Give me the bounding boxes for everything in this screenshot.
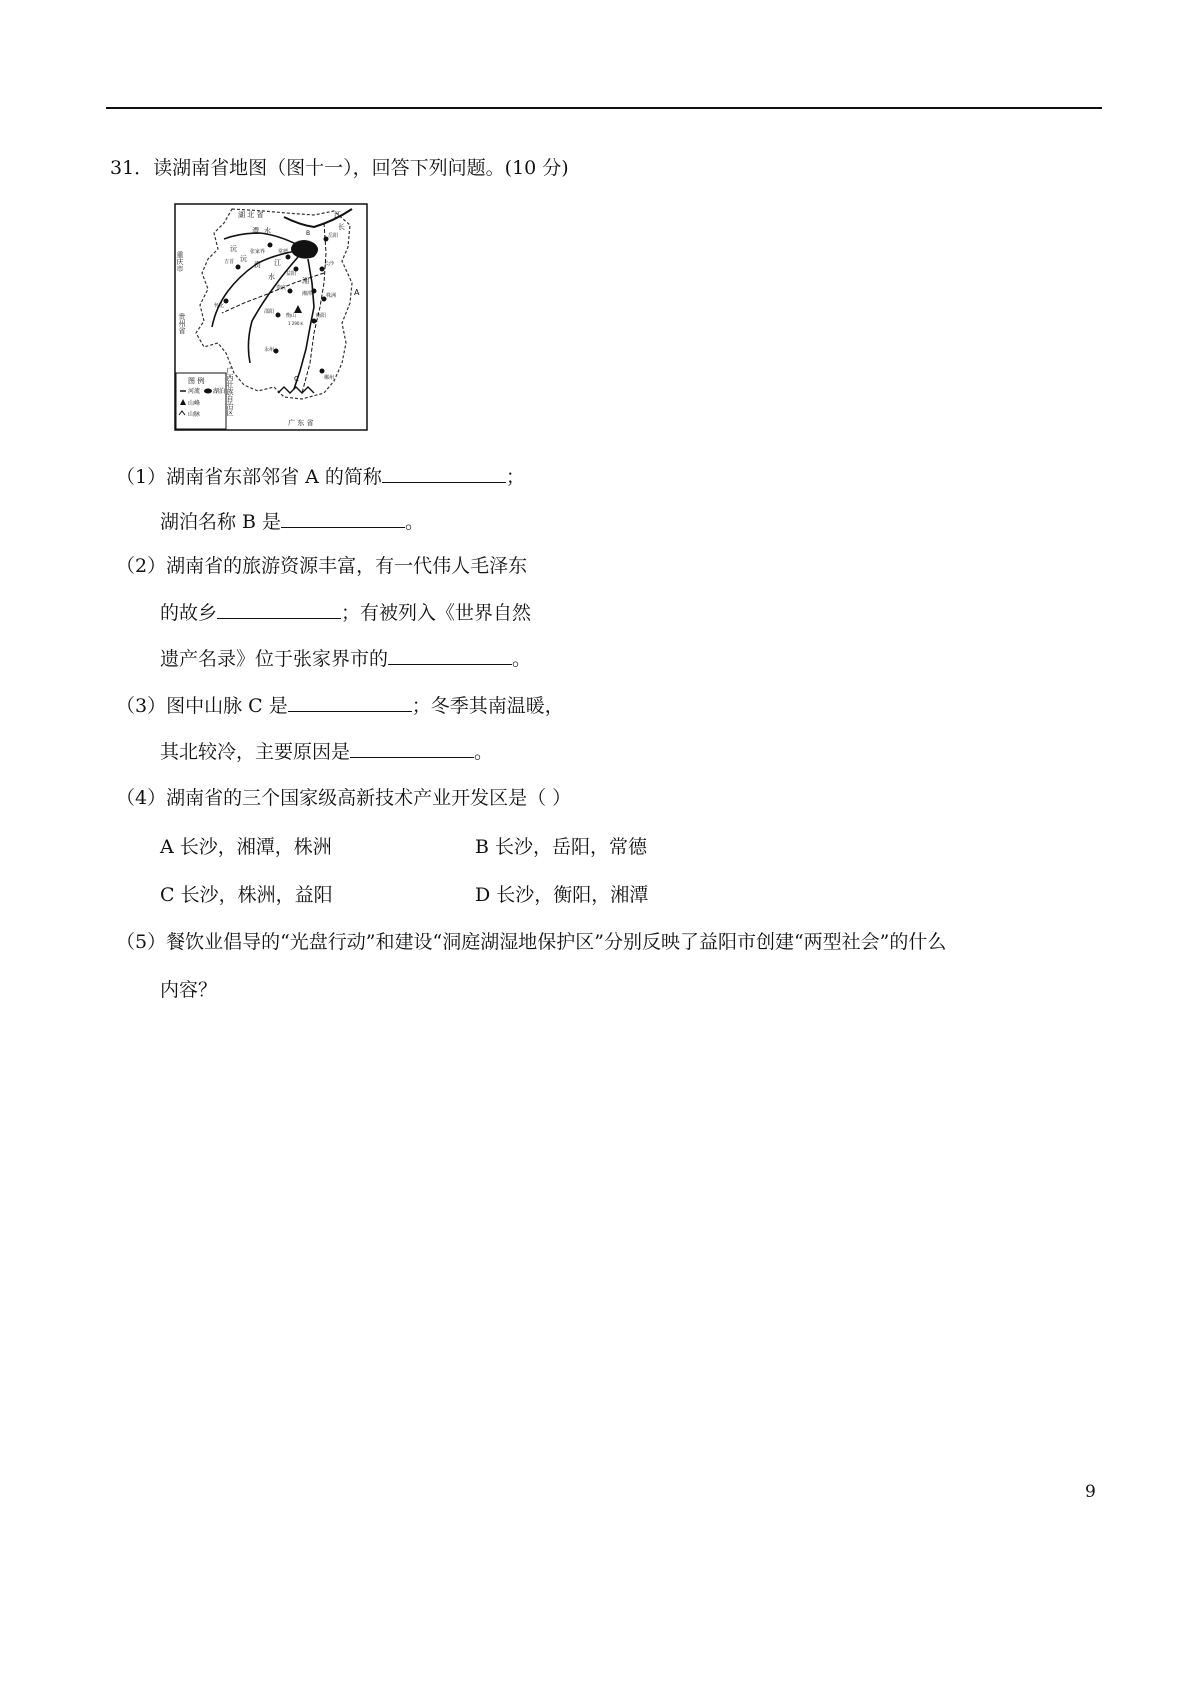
label-zhuzhou: 株洲	[326, 293, 337, 299]
q2-answer-blank-b[interactable]	[388, 646, 512, 665]
q3-line1-text: （3）图中山脉 C 是	[116, 695, 288, 717]
label-yongzhou: 永州	[264, 347, 275, 353]
city-changde	[286, 255, 291, 260]
legend-river: 河流	[188, 388, 201, 395]
label-chang: 长	[338, 223, 345, 231]
city-jishou	[236, 265, 241, 270]
q3-answer-blank-b[interactable]	[350, 739, 474, 758]
city-huaihua	[224, 299, 229, 304]
header-rule	[106, 107, 1102, 109]
label-yuan2: 沅	[240, 255, 247, 263]
label-guizhou: 贵州省	[178, 313, 186, 334]
q1-line2-suffix: 。	[405, 511, 425, 533]
question-title: 31．读湖南省地图（图十一），回答下列问题。(10 分)	[110, 157, 569, 179]
q2-answer-blank-a[interactable]	[217, 600, 341, 619]
label-zhangjiajie: 张家界	[250, 249, 266, 255]
q1-answer-blank-b[interactable]	[281, 509, 405, 528]
label-guangxi: 广西壮族自治区	[226, 367, 234, 416]
label-zi: 资	[254, 261, 261, 269]
hunan-map	[174, 203, 368, 431]
label-li: 澧	[252, 227, 259, 235]
q3-line2	[160, 739, 493, 764]
label-yueyang: 岳阳	[328, 233, 339, 239]
q2-line2	[160, 600, 531, 625]
label-guangdong: 广 东 省	[288, 419, 314, 427]
label-a: A	[354, 288, 360, 297]
q1-line1	[116, 464, 525, 489]
q2-line2-suffix: ；有被列入《世界自然	[341, 602, 532, 624]
city-zhangjiajie	[268, 243, 273, 248]
label-hengyang: 衡阳	[316, 313, 327, 319]
q1-line2-text: 湖泊名称 B 是	[160, 511, 282, 533]
label-huaihua: 怀化	[214, 303, 225, 309]
label-loudi: 娄底	[276, 285, 287, 291]
q1-answer-blank-a[interactable]	[382, 464, 506, 483]
q3-line1	[116, 693, 564, 718]
city-hengyang	[312, 319, 317, 324]
city-changsha	[320, 267, 325, 272]
q4-option-d[interactable]: D 长沙，衡阳，湘潭	[475, 884, 649, 906]
city-loudi	[288, 289, 293, 294]
q2-line3	[160, 646, 531, 671]
legend-lake: 湖泊	[213, 388, 226, 395]
label-hengshan-elev: 1 290米	[288, 321, 304, 326]
q1-line1-suffix: ；	[505, 466, 525, 488]
map-legend	[176, 373, 226, 429]
q2-line2-text: 的故乡	[160, 602, 218, 624]
q4-option-b[interactable]: B 长沙，岳阳，常德	[475, 836, 648, 858]
q4-option-a[interactable]: A 长沙，湘潭，株洲	[160, 836, 332, 858]
q5-line2: 内容？	[160, 979, 218, 1001]
legend-lake-icon	[204, 389, 212, 394]
q3-line2-suffix: 。	[474, 741, 494, 763]
city-chenzhou	[320, 369, 325, 374]
city-shaoyang	[276, 313, 281, 318]
q3-line1-suffix: ；冬季其南温暖，	[411, 695, 564, 717]
q2-line3-suffix: 。	[512, 648, 532, 670]
label-hubei: 湖 北 省	[238, 211, 264, 219]
label-changsha: 长沙	[324, 261, 335, 267]
label-changde: 常德	[278, 249, 289, 255]
label-jishou: 吉首	[224, 259, 235, 265]
q2-line1: （2）湖南省的旅游资源丰富，有一代伟人毛泽东	[116, 555, 528, 577]
city-xiangtan	[312, 289, 317, 294]
legend-peak: 山峰	[188, 400, 201, 407]
q3-answer-blank-a[interactable]	[288, 693, 412, 712]
page-number: 9	[1085, 1482, 1096, 1502]
label-yuan1: 沅	[230, 245, 237, 253]
q1-line1-text: （1）湖南省东部邻省 A 的简称	[116, 466, 382, 488]
label-hengshan: 衡山	[286, 313, 297, 319]
legend-mountain: 山脉	[188, 411, 201, 418]
q4-option-c[interactable]: C 长沙，株洲，益阳	[160, 884, 333, 906]
q3-line2-text: 其北较冷，主要原因是	[160, 741, 351, 763]
label-c: C	[294, 375, 299, 383]
label-yiyang: 益阳	[286, 271, 297, 277]
label-xiangtan: 湘潭	[302, 291, 313, 297]
label-xiang: 湘	[302, 277, 309, 285]
q5-line1: （5）餐饮业倡导的“光盘行动”和建设“洞庭湖湿地保护区”分别反映了益阳市创建“两型社会”的什么	[116, 931, 947, 953]
q1-line2	[160, 509, 424, 534]
q2-line3-text: 遗产名录》位于张家界市的	[160, 648, 389, 670]
label-jiang2: 江	[274, 259, 281, 267]
legend-title: 图 例	[188, 377, 205, 385]
label-jiang: 江	[334, 211, 341, 219]
q4-stem: （4）湖南省的三个国家级高新技术产业开发区是（ ）	[116, 787, 572, 809]
label-b: B	[306, 230, 311, 237]
label-shui2: 水	[268, 273, 275, 281]
label-shui: 水	[264, 227, 271, 235]
city-yongzhou	[274, 349, 279, 354]
label-chongqing: 重庆市	[176, 251, 184, 272]
label-chenzhou: 郴州	[324, 375, 335, 381]
label-shaoyang: 邵阳	[264, 309, 275, 315]
